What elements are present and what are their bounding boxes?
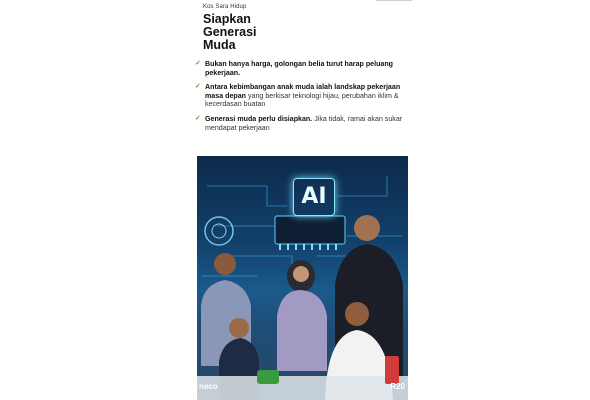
bullet-text: Jika tidak, ramai akan sukar mendapat pekerjaan xyxy=(205,114,403,132)
bullet-text: yang berkisar teknologi hijau, perubahan iklim & kecerdasan buatan xyxy=(205,91,399,109)
check-icon: ✓ xyxy=(195,60,201,67)
bullet-bold-text: Antara kebimbangan anak muda ialah landskap pekerjaan masa depan xyxy=(205,83,401,100)
bullet-item xyxy=(195,60,410,77)
check-icon: ✓ xyxy=(195,83,201,91)
bullet-item xyxy=(195,83,410,109)
check-icon: ✓ xyxy=(195,114,201,122)
top-divider xyxy=(376,0,412,1)
article-headline: Siapkan Generasi Muda xyxy=(203,12,257,52)
sponsor-logo-right: R20 xyxy=(390,382,405,391)
ai-chip-graphic: AI xyxy=(293,178,335,216)
sponsor-logo-left: neco xyxy=(199,382,218,391)
bullet-item xyxy=(195,115,410,132)
bullet-list xyxy=(195,60,410,138)
bullet-bold-text: Generasi muda perlu disiapkan. xyxy=(205,114,313,123)
article-photo xyxy=(197,156,408,400)
section-kicker: Kos Sara Hidup xyxy=(203,4,247,10)
bullet-bold-text: Bukan hanya harga, golongan belia turut harap peluang pekerjaan. xyxy=(205,60,394,77)
